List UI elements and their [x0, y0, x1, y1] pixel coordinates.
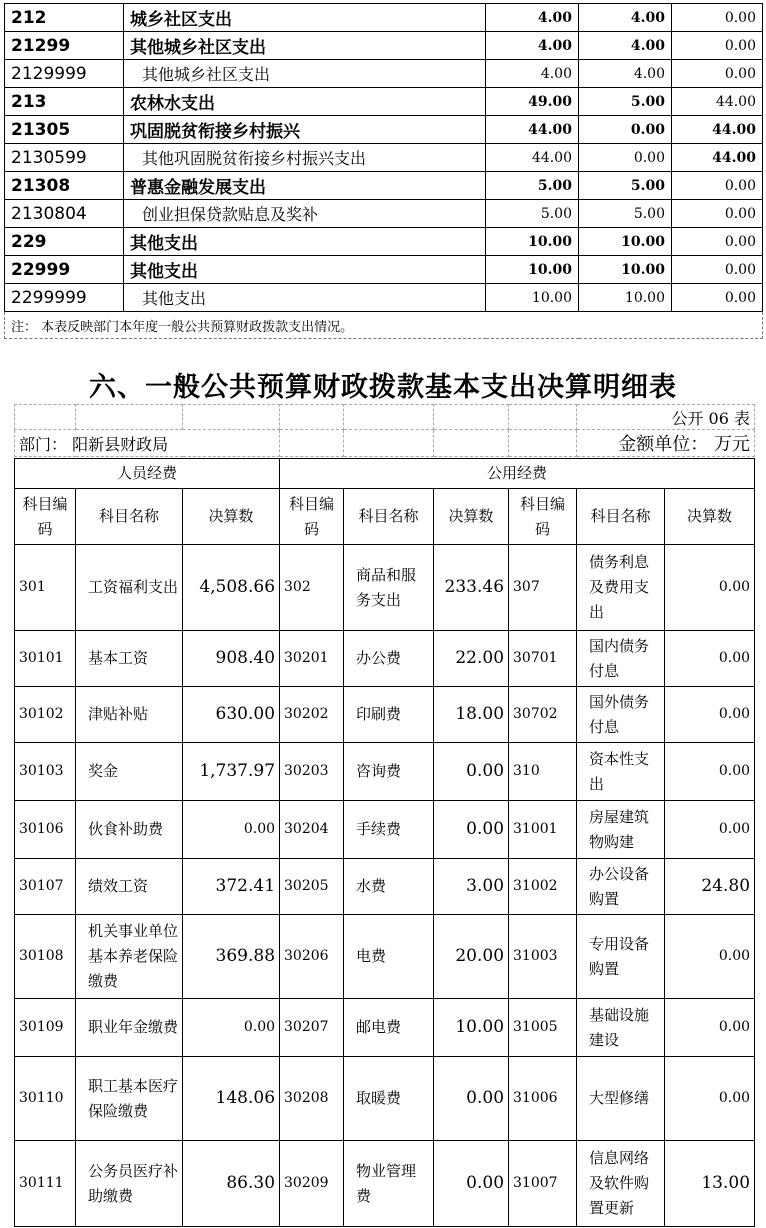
total-amount: 4.00 — [486, 4, 579, 32]
public-subject-name: 取暖费 — [344, 1057, 434, 1141]
public-amount: 0.00 — [434, 1141, 509, 1227]
table-row — [5, 172, 763, 200]
subject-name: 城乡社区支出 — [124, 4, 486, 32]
subject-code: 2130804 — [5, 200, 124, 228]
basic-expenditure-detail-table — [14, 458, 755, 1227]
col-header-code: 科目编码 — [280, 489, 344, 545]
subject-code: 212 — [5, 4, 124, 32]
public-subject-name: 邮电费 — [344, 999, 434, 1057]
table-row — [5, 228, 763, 256]
personnel-subject-code: 30109 — [15, 999, 76, 1057]
table-row — [15, 1057, 755, 1141]
capital-subject-name: 国外债务付息 — [577, 687, 665, 743]
capital-subject-code: 31001 — [509, 801, 577, 859]
public-subject-code: 30205 — [280, 859, 344, 915]
basic-amount: 5.00 — [579, 88, 672, 116]
personnel-subject-code: 30108 — [15, 915, 76, 999]
project-amount: 44.00 — [672, 88, 763, 116]
project-amount: 0.00 — [672, 228, 763, 256]
table-row — [15, 1141, 755, 1227]
personnel-subject-name: 绩效工资 — [76, 859, 183, 915]
project-amount: 0.00 — [672, 60, 763, 88]
subject-code: 21299 — [5, 32, 124, 60]
public-subject-code: 30203 — [280, 743, 344, 801]
subject-code: 2130599 — [5, 144, 124, 172]
public-subject-name: 咨询费 — [344, 743, 434, 801]
total-amount: 10.00 — [486, 256, 579, 284]
capital-amount: 0.00 — [665, 687, 755, 743]
capital-subject-code: 307 — [509, 545, 577, 631]
capital-subject-code: 310 — [509, 743, 577, 801]
personnel-amount: 372.41 — [183, 859, 280, 915]
total-amount: 5.00 — [486, 200, 579, 228]
basic-amount: 5.00 — [579, 200, 672, 228]
public-amount: 22.00 — [434, 631, 509, 687]
project-amount: 0.00 — [672, 4, 763, 32]
table-row — [5, 88, 763, 116]
subject-code: 229 — [5, 228, 124, 256]
project-amount: 0.00 — [672, 256, 763, 284]
col-header-name: 科目名称 — [76, 489, 183, 545]
capital-amount: 0.00 — [665, 801, 755, 859]
personnel-amount: 630.00 — [183, 687, 280, 743]
capital-subject-name: 资本性支出 — [577, 743, 665, 801]
col-header-name: 科目名称 — [577, 489, 665, 545]
table-row — [5, 116, 763, 144]
capital-subject-name: 国内债务付息 — [577, 631, 665, 687]
capital-subject-code: 31002 — [509, 859, 577, 915]
basic-amount: 5.00 — [579, 172, 672, 200]
personnel-subject-name: 伙食补助费 — [76, 801, 183, 859]
col-header-amount: 决算数 — [183, 489, 280, 545]
subject-code: 22999 — [5, 256, 124, 284]
public-subject-name: 手续费 — [344, 801, 434, 859]
basic-amount: 0.00 — [579, 116, 672, 144]
personnel-subject-name: 职工基本医疗保险缴费 — [76, 1057, 183, 1141]
department-label: 部门： 阳新县财政局 — [15, 430, 280, 457]
capital-subject-code: 30701 — [509, 631, 577, 687]
capital-subject-name: 信息网络及软件购置更新 — [577, 1141, 665, 1227]
subject-name: 其他巩固脱贫衔接乡村振兴支出 — [124, 144, 486, 172]
public-amount: 233.46 — [434, 545, 509, 631]
public-subject-code: 30204 — [280, 801, 344, 859]
form-number: 公开 06 表 — [577, 405, 755, 430]
total-amount: 4.00 — [486, 32, 579, 60]
capital-subject-code: 30702 — [509, 687, 577, 743]
public-subject-name: 电费 — [344, 915, 434, 999]
col-header-amount: 决算数 — [665, 489, 755, 545]
table-row — [15, 743, 755, 801]
project-amount: 0.00 — [672, 32, 763, 60]
amount-unit-label: 金额单位： 万元 — [577, 430, 755, 457]
table-meta-header — [14, 404, 755, 457]
subject-name: 其他城乡社区支出 — [124, 32, 486, 60]
total-amount: 49.00 — [486, 88, 579, 116]
personnel-amount: 1,737.97 — [183, 743, 280, 801]
public-amount: 20.00 — [434, 915, 509, 999]
public-subject-code: 30201 — [280, 631, 344, 687]
table-row — [15, 859, 755, 915]
table-row — [15, 545, 755, 631]
capital-amount: 0.00 — [665, 631, 755, 687]
subject-name: 其他支出 — [124, 256, 486, 284]
table-row — [5, 4, 763, 32]
col-header-amount: 决算数 — [434, 489, 509, 545]
subject-code: 2299999 — [5, 284, 124, 312]
public-subject-name: 物业管理费 — [344, 1141, 434, 1227]
personnel-subject-name: 公务员医疗补助缴费 — [76, 1141, 183, 1227]
personnel-subject-code: 30101 — [15, 631, 76, 687]
personnel-subject-name: 基本工资 — [76, 631, 183, 687]
subject-name: 创业担保贷款贴息及奖补 — [124, 200, 486, 228]
public-amount: 0.00 — [434, 1057, 509, 1141]
capital-subject-code: 31006 — [509, 1057, 577, 1141]
public-amount: 3.00 — [434, 859, 509, 915]
personnel-subject-code: 30102 — [15, 687, 76, 743]
total-amount: 5.00 — [486, 172, 579, 200]
subject-name: 其他城乡社区支出 — [124, 60, 486, 88]
subject-name: 其他支出 — [124, 284, 486, 312]
project-amount: 0.00 — [672, 172, 763, 200]
personnel-subject-name: 职业年金缴费 — [76, 999, 183, 1057]
personnel-amount: 0.00 — [183, 999, 280, 1057]
basic-amount: 10.00 — [579, 228, 672, 256]
table-row — [15, 915, 755, 999]
public-amount: 0.00 — [434, 743, 509, 801]
subject-code: 21305 — [5, 116, 124, 144]
personnel-subject-code: 301 — [15, 545, 76, 631]
table-row — [5, 60, 763, 88]
basic-amount: 4.00 — [579, 4, 672, 32]
public-amount: 0.00 — [434, 801, 509, 859]
subject-code: 21308 — [5, 172, 124, 200]
public-subject-code: 30209 — [280, 1141, 344, 1227]
personnel-subject-name: 工资福利支出 — [76, 545, 183, 631]
group-header-public: 公用经费 — [280, 459, 755, 489]
public-subject-code: 30202 — [280, 687, 344, 743]
personnel-subject-code: 30110 — [15, 1057, 76, 1141]
capital-subject-name: 房屋建筑物购建 — [577, 801, 665, 859]
col-header-code: 科目编码 — [509, 489, 577, 545]
capital-amount: 24.80 — [665, 859, 755, 915]
subject-name: 普惠金融发展支出 — [124, 172, 486, 200]
table-row — [5, 144, 763, 172]
capital-subject-name: 专用设备购置 — [577, 915, 665, 999]
public-amount: 18.00 — [434, 687, 509, 743]
public-subject-name: 商品和服务支出 — [344, 545, 434, 631]
personnel-amount: 0.00 — [183, 801, 280, 859]
table-note: 注： 本表反映部门本年度一般公共预算财政拨款支出情况。 — [5, 312, 763, 339]
capital-subject-code: 31005 — [509, 999, 577, 1057]
capital-amount: 0.00 — [665, 743, 755, 801]
group-header-personnel: 人员经费 — [15, 459, 280, 489]
total-amount: 4.00 — [486, 60, 579, 88]
capital-amount: 0.00 — [665, 545, 755, 631]
project-amount: 0.00 — [672, 284, 763, 312]
basic-amount: 10.00 — [579, 284, 672, 312]
capital-subject-name: 债务利息及费用支出 — [577, 545, 665, 631]
total-amount: 10.00 — [486, 284, 579, 312]
table-row — [5, 284, 763, 312]
capital-subject-code: 31003 — [509, 915, 577, 999]
total-amount: 10.00 — [486, 228, 579, 256]
total-amount: 44.00 — [486, 144, 579, 172]
basic-amount: 10.00 — [579, 256, 672, 284]
public-subject-code: 30206 — [280, 915, 344, 999]
personnel-subject-name: 津贴补贴 — [76, 687, 183, 743]
personnel-amount: 369.88 — [183, 915, 280, 999]
table-row — [15, 999, 755, 1057]
public-subject-code: 302 — [280, 545, 344, 631]
project-amount: 0.00 — [672, 200, 763, 228]
capital-amount: 0.00 — [665, 915, 755, 999]
page-title: 六、一般公共预算财政拨款基本支出决算明细表 — [89, 372, 677, 403]
personnel-amount: 908.40 — [183, 631, 280, 687]
capital-amount: 13.00 — [665, 1141, 755, 1227]
table-row — [15, 631, 755, 687]
total-amount: 44.00 — [486, 116, 579, 144]
subject-code: 213 — [5, 88, 124, 116]
subject-name: 农林水支出 — [124, 88, 486, 116]
personnel-amount: 4,508.66 — [183, 545, 280, 631]
table-row — [5, 256, 763, 284]
public-subject-name: 水费 — [344, 859, 434, 915]
project-amount: 44.00 — [672, 144, 763, 172]
capital-subject-code: 31007 — [509, 1141, 577, 1227]
personnel-subject-name: 机关事业单位基本养老保险缴费 — [76, 915, 183, 999]
personnel-subject-code: 30111 — [15, 1141, 76, 1227]
subject-name: 其他支出 — [124, 228, 486, 256]
basic-amount: 4.00 — [579, 60, 672, 88]
expenditure-summary-table — [4, 3, 763, 339]
public-subject-code: 30208 — [280, 1057, 344, 1141]
personnel-subject-code: 30103 — [15, 743, 76, 801]
personnel-amount: 86.30 — [183, 1141, 280, 1227]
capital-amount: 0.00 — [665, 999, 755, 1057]
subject-code: 2129999 — [5, 60, 124, 88]
capital-subject-name: 基础设施建设 — [577, 999, 665, 1057]
personnel-subject-code: 30107 — [15, 859, 76, 915]
basic-amount: 0.00 — [579, 144, 672, 172]
public-amount: 10.00 — [434, 999, 509, 1057]
project-amount: 44.00 — [672, 116, 763, 144]
col-header-code: 科目编码 — [15, 489, 76, 545]
personnel-subject-name: 奖金 — [76, 743, 183, 801]
table-row — [5, 32, 763, 60]
subject-name: 巩固脱贫衔接乡村振兴 — [124, 116, 486, 144]
public-subject-name: 办公费 — [344, 631, 434, 687]
table-row — [5, 200, 763, 228]
capital-amount: 0.00 — [665, 1057, 755, 1141]
table-row — [15, 687, 755, 743]
public-subject-name: 印刷费 — [344, 687, 434, 743]
public-subject-code: 30207 — [280, 999, 344, 1057]
personnel-subject-code: 30106 — [15, 801, 76, 859]
capital-subject-name: 大型修缮 — [577, 1057, 665, 1141]
col-header-name: 科目名称 — [344, 489, 434, 545]
basic-amount: 4.00 — [579, 32, 672, 60]
personnel-amount: 148.06 — [183, 1057, 280, 1141]
capital-subject-name: 办公设备购置 — [577, 859, 665, 915]
table-row — [15, 801, 755, 859]
